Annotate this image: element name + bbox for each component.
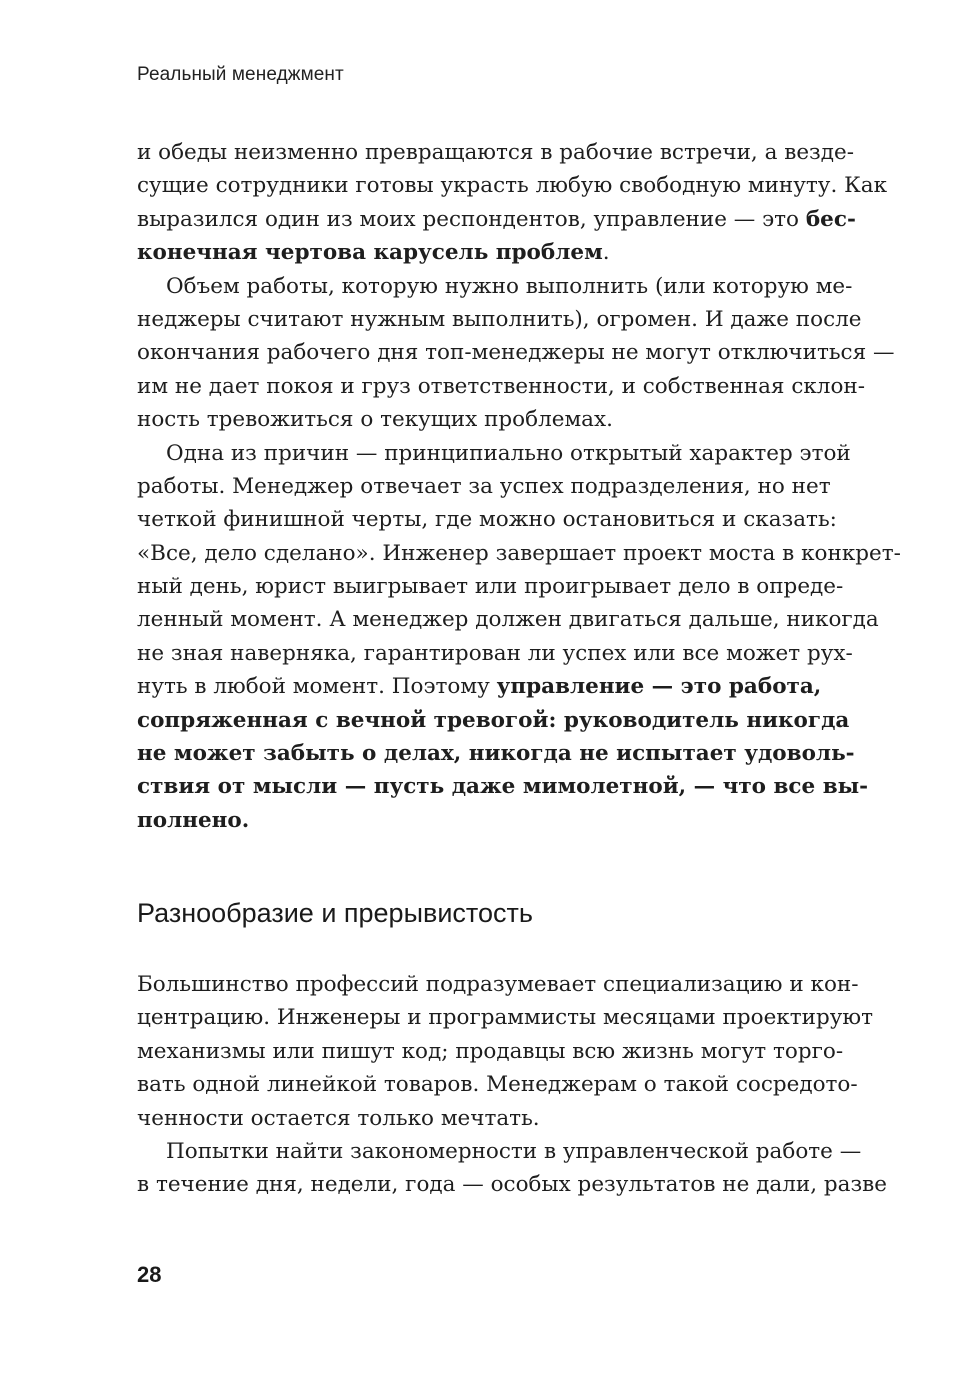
text-line: ность тревожиться о текущих проблемах. <box>137 407 613 433</box>
text-line: им не дает покоя и груз ответственности, и собственная склон- <box>137 373 866 399</box>
body-text-section-1 <box>137 136 901 837</box>
text-run: нуть в любой момент. Поэтому <box>137 674 497 700</box>
page-number: 28 <box>137 1262 162 1287</box>
emphasis-run: бес- <box>805 206 856 232</box>
text-line: Большинство профессий подразумевает специализацию и кон- <box>137 972 859 997</box>
text-line: Объем работы, которую нужно выполнить (или которую ме- <box>166 273 853 299</box>
text-line: и обеды неизменно превращаются в рабочие встречи, а везде- <box>137 140 854 165</box>
text-line: ленный момент. А менеджер должен двигаться дальше, никогда <box>137 607 879 633</box>
text-line: центрацию. Инженеры и программисты месяцами проектируют <box>137 1005 873 1031</box>
text-line: в течение дня, недели, года — особых результатов не дали, разве <box>137 1172 888 1198</box>
text-line <box>137 236 815 269</box>
text-line <box>137 804 815 837</box>
emphasis-run: не может забыть о делах, никогда не испытает удоволь- <box>137 741 855 767</box>
emphasis-run: ствия от мысли — пусть даже мимолетной, — что все вы- <box>137 774 869 800</box>
text-line: четкой финишной черты, где можно остановиться и сказать: <box>137 507 837 533</box>
text-line: ченности остается только мечтать. <box>137 1105 540 1131</box>
text-line: «Все, дело сделано». Инженер завершает проект моста в конкрет- <box>137 540 901 566</box>
text-line: неджеры считают нужным выполнить), огромен. И даже после <box>137 306 862 332</box>
running-head: Реальный менеджмент <box>137 64 344 85</box>
text-line: сущие сотрудники готовы украсть любую свободную минуту. Как <box>137 173 888 199</box>
text-line: механизмы или пишут код; продавцы всю жизнь могут торго- <box>137 1038 844 1064</box>
text-line: работы. Менеджер отвечает за успех подразделения, но нет <box>137 473 831 499</box>
text-line: окончания рабочего дня топ-менеджеры не могут отключиться — <box>137 340 895 366</box>
body-text-section-2 <box>137 968 888 1202</box>
text-line: ный день, юрист выигрывает или проигрывает дело в опреде- <box>137 574 844 600</box>
text-line <box>137 770 869 803</box>
emphasis-run: сопряженная с вечной тревогой: руководитель никогда <box>137 707 850 733</box>
text-run: выразился один из моих респондентов, управление — это <box>137 206 806 232</box>
text-line: Одна из причин — принципиально открытый характер этой <box>166 440 851 466</box>
text-line <box>137 737 855 770</box>
emphasis-run: конечная чертова карусель проблем <box>137 240 603 266</box>
emphasis-run: управление — это работа, <box>496 674 822 700</box>
section-heading: Разнообразие и прерывистость <box>137 898 533 928</box>
text-line: Попытки найти закономерности в управленческой работе — <box>166 1138 862 1164</box>
text-line <box>137 704 850 737</box>
text-line: не зная наверняка, гарантирован ли успех или все может рух- <box>137 640 853 666</box>
text-line <box>137 203 856 236</box>
emphasis-run: полнено. <box>137 807 250 833</box>
text-line <box>137 670 822 703</box>
text-line: вать одной линейкой товаров. Менеджерам о такой сосредото- <box>137 1072 858 1098</box>
text-run: . <box>602 240 610 266</box>
